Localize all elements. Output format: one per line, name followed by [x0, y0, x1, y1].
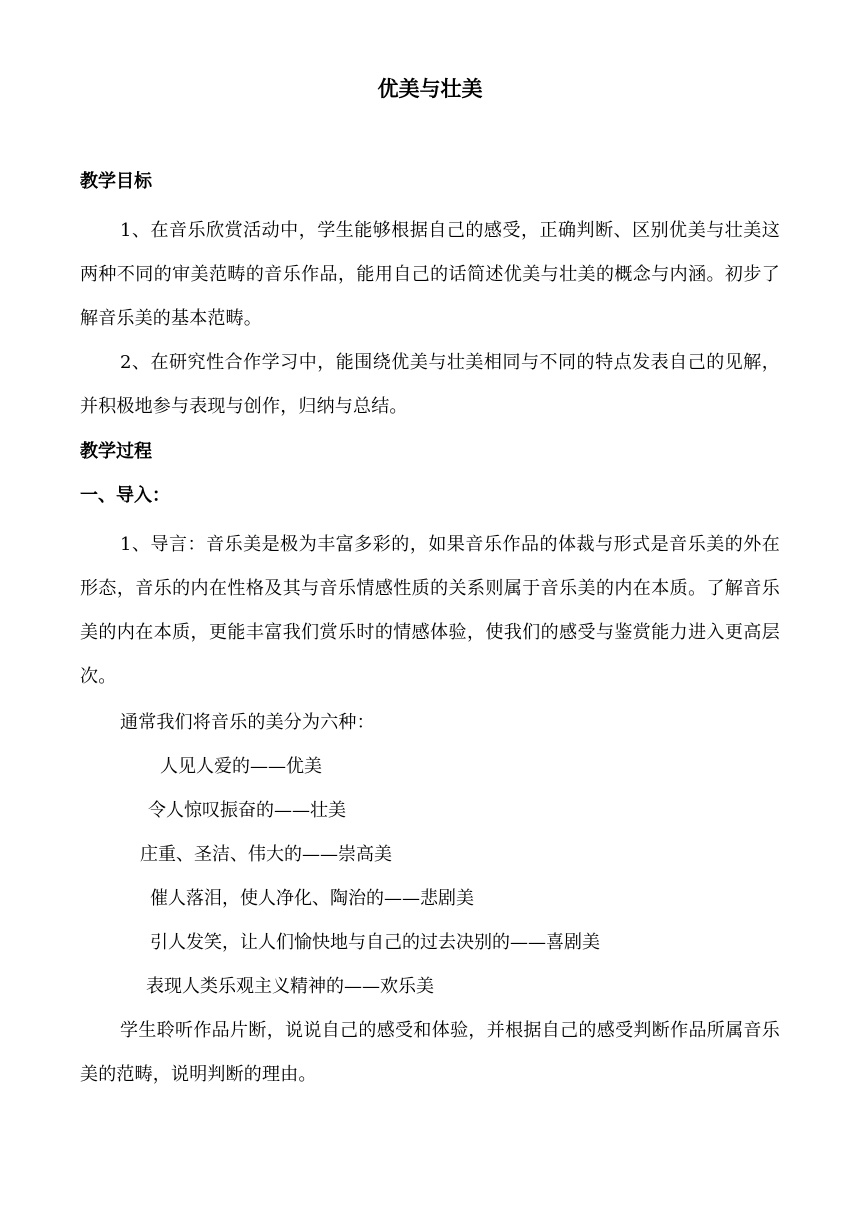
- beauty-type-item: 令人惊叹振奋的——壮美: [148, 800, 346, 821]
- beauty-type-item: 庄重、圣洁、伟大的——崇高美: [140, 844, 392, 865]
- document-title: 优美与壮美: [377, 77, 483, 101]
- beauty-type-item: 催人落泪，使人净化、陶治的——悲剧美: [150, 888, 474, 909]
- beauty-type-item: 引人发笑，让人们愉快地与自己的过去决别的——喜剧美: [150, 932, 600, 953]
- goal-item-2: 2、在研究性合作学习中，能围绕优美与壮美相同与不同的特点发表自己的见解，并积极地参与表现与创作，归纳与总结。: [80, 352, 780, 417]
- document-body: [80, 165, 780, 1097]
- goal-item-1: 1、在音乐欣赏活动中，学生能够根据自己的感受，正确判断、区别优美与壮美这两种不同的审美范畴的音乐作品，能用自己的话简述优美与壮美的概念与内涵。初步了解音乐美的基本范畴。: [80, 220, 780, 329]
- sub-heading-intro: 一、导入：: [80, 485, 170, 506]
- section-heading-goals: 教学目标: [80, 171, 152, 192]
- six-kinds-lead: 通常我们将音乐的美分为六种：: [120, 712, 375, 733]
- section-heading-process: 教学过程: [80, 441, 152, 462]
- closing-paragraph: 学生聆听作品片断，说说自己的感受和体验，并根据自己的感受判断作品所属音乐美的范畴，说明判断的理由。: [80, 1020, 780, 1085]
- beauty-type-item: 表现人类乐观主义精神的——欢乐美: [146, 976, 434, 997]
- beauty-type-item: 人见人爱的——优美: [160, 756, 322, 777]
- intro-paragraph: 1、导言：音乐美是极为丰富多彩的，如果音乐作品的体裁与形式是音乐美的外在形态，音乐的内在性格及其与音乐情感性质的关系则属于音乐美的内在本质。了解音乐美的内在本质，更能丰富我们赏乐时的情感体验，使我们的感受与鉴赏能力进入更高层次。: [80, 534, 780, 687]
